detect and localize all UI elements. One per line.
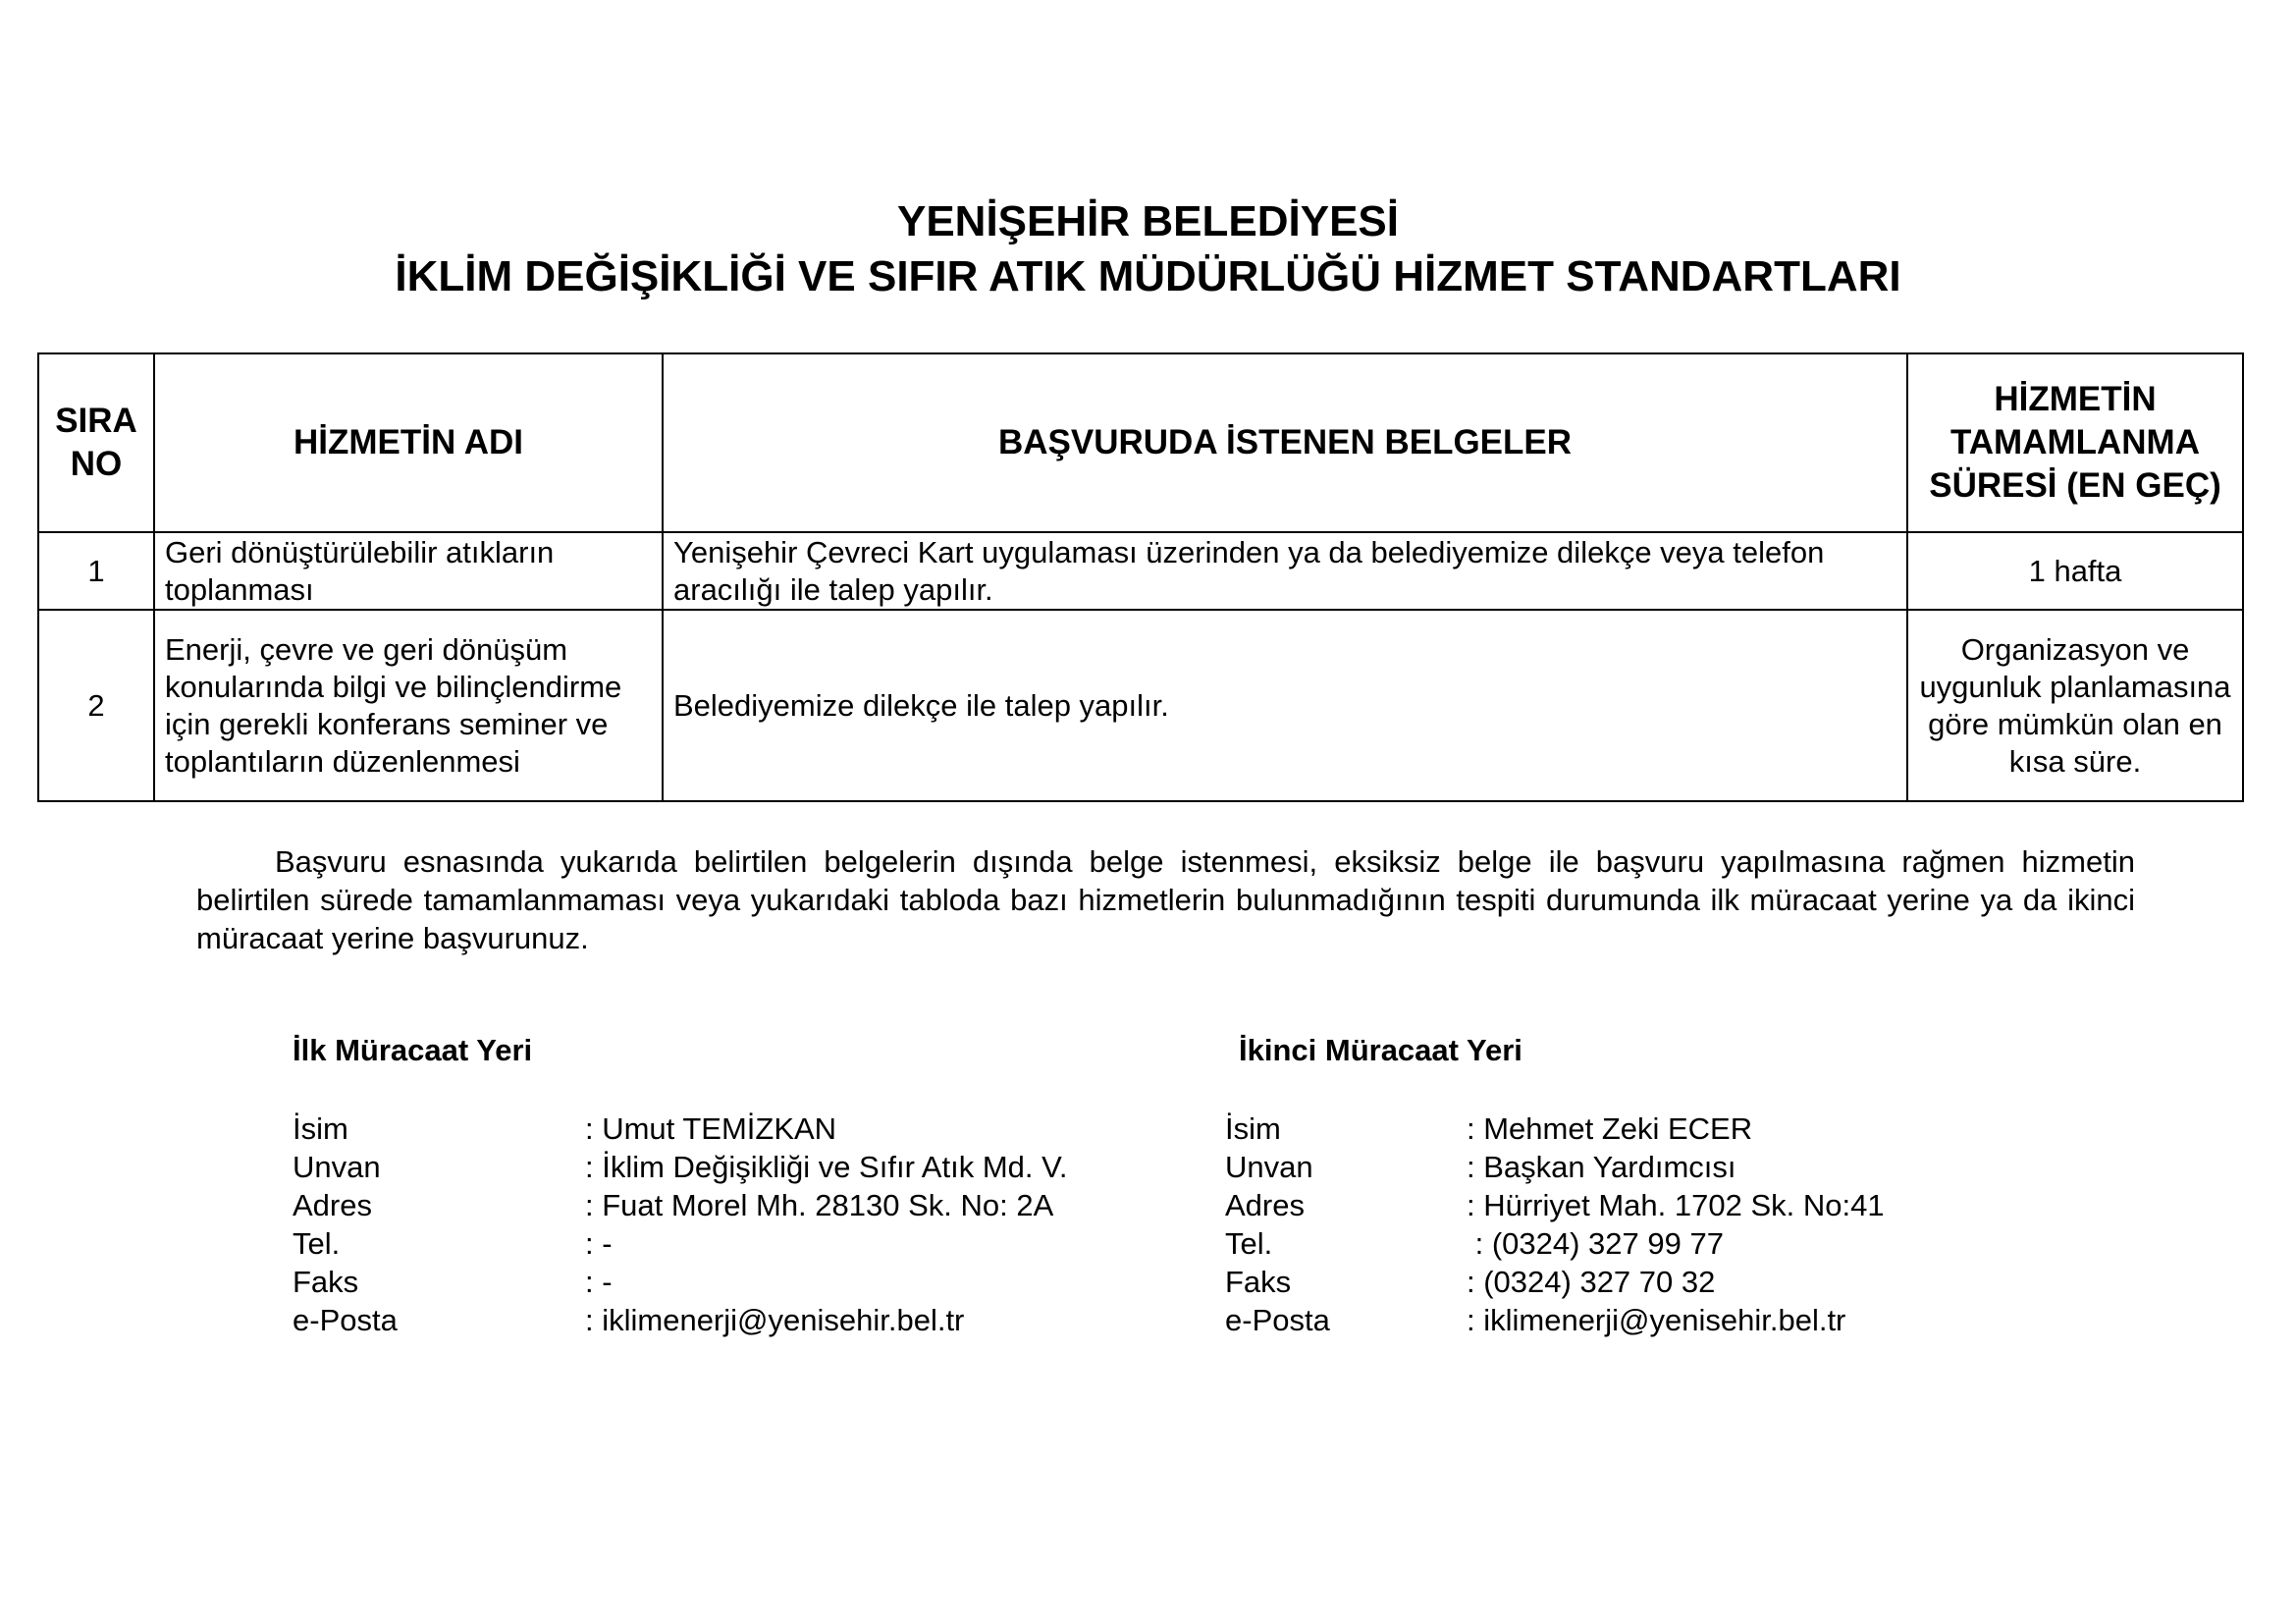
second-application-title: İkinci Müracaat Yeri xyxy=(1239,1033,1522,1067)
info-row-fax xyxy=(293,1263,1068,1301)
application-note: Başvuru esnasında yukarıda belirtilen belgelerin dışında belge istenmesi, eksiksiz belge ile başvuru yapılmasına rağmen hizmetin belirtilen sürede tamamlanmaması veya yukarıdaki tabloda bazı hizmetlerin bulunmadığının tespiti durumunda ilk müracaat yerine ya da ikinci müracaat yerine başvurunuz. xyxy=(196,844,2135,955)
column-header-completion-time: HİZMETİN TAMAMLANMA SÜRESİ (EN GEÇ) xyxy=(1907,353,2243,532)
info-value: : İklim Değişikliği ve Sıfır Atık Md. V. xyxy=(585,1150,1068,1184)
column-header-no: SIRA NO xyxy=(38,353,154,532)
info-value: : Fuat Morel Mh. 28130 Sk. No: 2A xyxy=(585,1188,1054,1222)
info-value: : iklimenerji@yenisehir.bel.tr xyxy=(1467,1303,1846,1337)
page-subtitle: İKLİM DEĞİŞİKLİĞİ VE SIFIR ATIK MÜDÜRLÜĞÜ HİZMET STANDARTLARI xyxy=(395,252,1901,300)
info-row-fax xyxy=(1225,1263,1885,1301)
info-value: : (0324) 327 70 32 xyxy=(1467,1265,1716,1299)
info-value: : Hürriyet Mah. 1702 Sk. No:41 xyxy=(1467,1188,1885,1222)
row-documents: Yenişehir Çevreci Kart uygulaması üzerinden ya da belediyemize dilekçe veya telefon aracılığı ile talep yapılır. xyxy=(663,532,1907,610)
info-label: İsim xyxy=(1225,1111,1281,1146)
info-value: : Mehmet Zeki ECER xyxy=(1467,1111,1753,1146)
info-value: : - xyxy=(585,1226,613,1261)
first-application-details xyxy=(293,1110,1068,1339)
row-documents: Belediyemize dilekçe ile talep yapılır. xyxy=(663,610,1907,801)
info-value: : - xyxy=(585,1265,613,1299)
info-row-phone xyxy=(1225,1224,1885,1263)
info-label: Tel. xyxy=(1225,1226,1273,1261)
info-label: Faks xyxy=(293,1265,359,1299)
info-row-title xyxy=(293,1148,1068,1186)
row-service-name: Enerji, çevre ve geri dönüşüm konularında bilgi ve bilinçlendirme için gerekli konferans seminer ve toplantıların düzenlenmesi xyxy=(154,610,663,801)
service-standards-table xyxy=(37,352,2244,802)
info-row-address xyxy=(293,1186,1068,1224)
info-row-name xyxy=(293,1110,1068,1148)
info-row-phone xyxy=(293,1224,1068,1263)
info-row-email xyxy=(1225,1301,1885,1339)
info-label: Unvan xyxy=(1225,1150,1313,1184)
info-value: : (0324) 327 99 77 xyxy=(1467,1226,1724,1261)
info-label: e-Posta xyxy=(1225,1303,1330,1337)
info-label: Unvan xyxy=(293,1150,381,1184)
info-label: Faks xyxy=(1225,1265,1292,1299)
page-title: YENİŞEHİR BELEDİYESİ xyxy=(896,197,1399,245)
row-no: 2 xyxy=(38,610,154,801)
info-label: Tel. xyxy=(293,1226,341,1261)
column-header-service-name: HİZMETİN ADI xyxy=(154,353,663,532)
info-label: Adres xyxy=(293,1188,372,1222)
info-label: Adres xyxy=(1225,1188,1305,1222)
column-header-documents: BAŞVURUDA İSTENEN BELGELER xyxy=(663,353,1907,532)
first-application-title: İlk Müracaat Yeri xyxy=(293,1033,533,1067)
info-label: e-Posta xyxy=(293,1303,398,1337)
info-label: İsim xyxy=(293,1111,348,1146)
info-value: : Başkan Yardımcısı xyxy=(1467,1150,1736,1184)
table-row xyxy=(38,610,2243,801)
info-row-address xyxy=(1225,1186,1885,1224)
row-service-name: Geri dönüştürülebilir atıkların toplanması xyxy=(154,532,663,610)
table-row xyxy=(38,532,2243,610)
info-value: : Umut TEMİZKAN xyxy=(585,1111,837,1146)
row-no: 1 xyxy=(38,532,154,610)
table-header-row xyxy=(38,353,2243,532)
info-value: : iklimenerji@yenisehir.bel.tr xyxy=(585,1303,965,1337)
info-row-email xyxy=(293,1301,1068,1339)
row-completion-time: Organizasyon ve uygunluk planlamasına göre mümkün olan en kısa süre. xyxy=(1907,610,2243,801)
info-row-title xyxy=(1225,1148,1885,1186)
info-row-name xyxy=(1225,1110,1885,1148)
row-completion-time: 1 hafta xyxy=(1907,532,2243,610)
second-application-details xyxy=(1225,1110,1885,1339)
